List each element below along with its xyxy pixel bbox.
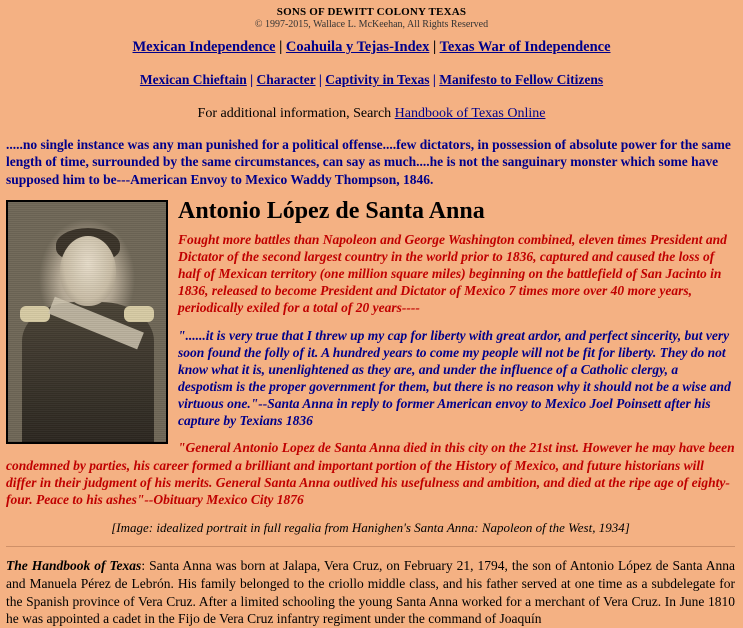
handbook-title: The Handbook of Texas xyxy=(6,558,142,574)
nav-link-character[interactable]: Character xyxy=(256,72,316,87)
nav-separator: | xyxy=(250,72,254,87)
epigraph-quote: .....no single instance was any man punished for a political offense....few dictators, in possession of absolute power for the same length of time, surrounded by the same circumstances, can say as much....he is not the sanguinary monster which some have supposed him to be---American Envoy to Mexico Waddy Thompson, 1846. xyxy=(6,137,731,187)
biography-main-block xyxy=(0,188,743,509)
person-obituary: "General Antonio Lopez de Santa Anna died in this city on the 21st inst. However he may have been condemned by parties, his career formed a brilliant and important portion of the History of Mexico, and future historians will differ in their judgment of his merits. General Santa Anna outlived his usefulness and ambition, and died at the ripe age of eighty-four. Peace to his ashes"--Obituary Mexico City 1876 xyxy=(6,440,735,508)
person-quote: "......it is very true that I threw up my cap for liberty with great ardor, and perfect sincerity, but very soon found the folly of it. A hundred years to come my people will not be fit for liberty. They do not know what it is, unenlightened as they are, and under the influence of a Catholic clergy, a despotism is the proper government for them, but there is no reason why it should not be a wise and virtuous one."--Santa Anna in reply to former American envoy to Mexico Joel Poinsett after his capture by Texians 1836 xyxy=(178,327,731,429)
handbook-section xyxy=(0,547,743,627)
image-caption: [Image: idealized portrait in full regalia from Hanighen's Santa Anna: Napoleon of the West, 1934] xyxy=(111,520,630,536)
primary-navigation xyxy=(0,30,743,56)
nav-separator: | xyxy=(432,72,436,87)
site-title: SONS OF DEWITT COLONY TEXAS xyxy=(276,6,467,18)
search-reference-prefix: For additional information, Search xyxy=(197,106,395,121)
handbook-body: : Santa Anna was born at Jalapa, Vera Cruz, on February 21, 1794, the son of Antonio López de Santa Anna and Manuela Pérez de Lebrón. His family belonged to the criollo middle class, and his father served at one time as a subdelegate for the Spanish province of Vera Cruz. After a limited schooling the young Santa Anna worked for a merchant of Vera Cruz. In June 1810 he was appointed a cadet in the Fijo de Vera Cruz infantry regiment under the command of Joaquín xyxy=(6,558,735,627)
secondary-navigation xyxy=(0,56,743,88)
nav-link-coahuila-y-tejas-index[interactable]: Coahuila y Tejas-Index xyxy=(285,39,430,55)
nav-link-mexican-chieftain[interactable]: Mexican Chieftain xyxy=(139,72,247,87)
copyright-notice: © 1997-2015, Wallace L. McKeehan, All Rights Reserved xyxy=(254,19,489,30)
page-title: Antonio López de Santa Anna xyxy=(178,197,485,224)
nav-link-manifesto-to-fellow-citizens[interactable]: Manifesto to Fellow Citizens xyxy=(439,72,604,87)
person-summary: Fought more battles than Napoleon and George Washington combined, eleven times President and Dictator of the second largest country in the world prior to 1836, captured and caused the loss of half of Mexican territory (one million square miles) beginning on the battlefield of San Jacinto in 1836, released to become President and Dictator of Mexico 7 times more over 40 more years, periodically exiled for a total of 20 years---- xyxy=(178,231,727,316)
search-reference-line xyxy=(0,88,743,122)
portrait-texture-overlay xyxy=(8,202,166,442)
nav-link-mexican-independence[interactable]: Mexican Independence xyxy=(132,39,276,55)
nav-link-captivity-in-texas[interactable]: Captivity in Texas xyxy=(325,72,430,87)
santa-anna-portrait-image xyxy=(6,200,168,444)
handbook-of-texas-online-link[interactable]: Handbook of Texas Online xyxy=(394,106,546,121)
nav-separator: | xyxy=(432,39,437,55)
nav-separator: | xyxy=(318,72,322,87)
nav-link-texas-war-of-independence[interactable]: Texas War of Independence xyxy=(439,39,611,55)
nav-separator: | xyxy=(279,39,283,55)
